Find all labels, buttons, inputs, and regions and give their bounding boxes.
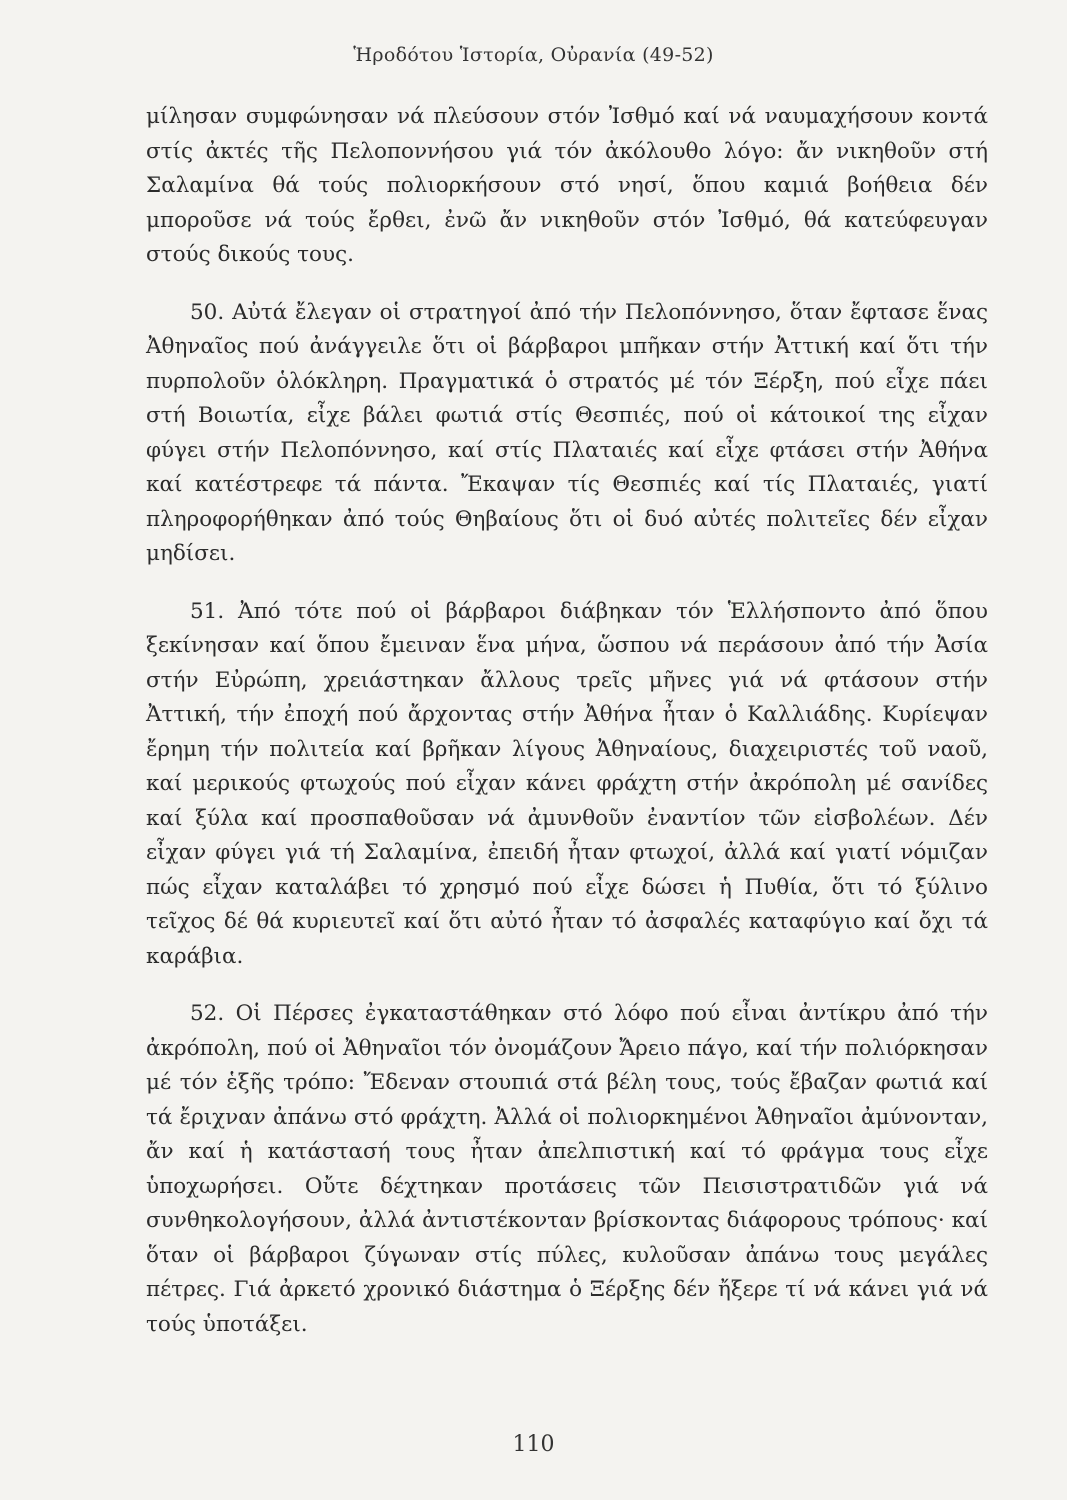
page-number: 110 bbox=[512, 1432, 555, 1457]
paragraph-50: 50. Αὐτά ἔλεγαν οἱ στρατηγοί ἀπό τήν Πελοπόννησο, ὅταν ἔφτασε ἕνας Ἀθηναῖος πού ἀνάγγειλε ὅτι οἱ βάρβαροι μπῆκαν στήν Ἀττική καί ὅτι τήν πυρπολοῦν ὁλόκληρη. Πραγματικά ὁ στρατός μέ τόν Ξέρξη, πού εἶχε πάει στή Βοιωτία, εἶχε βάλει φωτιά στίς Θεσπιές, πού οἱ κάτοικοί της εἶχαν φύγει στήν Πελοπόννησο, καί στίς Πλαταιές καί εἶχε φτάσει στήν Ἀθήνα καί κατέστρεφε τά πάντα. Ἔκαψαν τίς Θεσπιές καί τίς Πλαταιές, γιατί πληροφορήθηκαν ἀπό τούς Θηβαίους ὅτι οἱ δυό αὐτές πολιτεῖες δέν εἶχαν μηδίσει. bbox=[146, 299, 988, 566]
paragraph-52: 52. Οἱ Πέρσες ἐγκαταστάθηκαν στό λόφο πού εἶναι ἀντίκρυ ἀπό τήν ἀκρόπολη, πού οἱ Ἀθηναῖοι τόν ὀνομάζουν Ἄρειο πάγο, καί τήν πολιόρκησαν μέ τόν ἑξῆς τρόπο: Ἔδεναν στουπιά στά βέλη τους, τούς ἔβαζαν φωτιά καί τά ἔριχναν ἀπάνω στό φράχτη. Ἀλλά οἱ πολιορκημένοι Ἀθηναῖοι ἀμύνονταν, ἄν καί ἡ κατάστασή τους ἦταν ἀπελπιστική καί τό φράγμα τους εἶχε ὑποχωρήσει. Οὔτε δέχτηκαν προτάσεις τῶν Πεισιστρατιδῶν γιά νά συνθηκολογήσουν, ἀλλά ἀντιστέκονταν βρίσκοντας διάφορους τρόπους· καί ὅταν οἱ βάρβαροι ζύγωναν στίς πύλες, κυλοῦσαν ἀπάνω τους μεγάλες πέτρες. Γιά ἀρκετό χρονικό διάστημα ὁ Ξέρξης δέν ἤξερε τί νά κάνει γιά νά τούς ὑποτάξει. bbox=[146, 1001, 988, 1337]
body-text bbox=[146, 100, 988, 1342]
paragraph-continued: μίλησαν συμφώνησαν νά πλεύσουν στόν Ἰσθμό καί νά ναυμαχήσουν κοντά στίς ἀκτές τῆς Πελοποννήσου γιά τόν ἀκόλουθο λόγο: ἄν νικηθοῦν στή Σαλαμίνα θά τούς πολιορκήσουν στό νησί, ὅπου καμιά βοήθεια δέν μποροῦσε νά τούς ἔρθει, ἐνῶ ἄν νικηθοῦν στόν Ἰσθμό, θά κατεύφευγαν στούς δικούς τους. bbox=[146, 104, 988, 267]
paragraph-51: 51. Ἀπό τότε πού οἱ βάρβαροι διάβηκαν τόν Ἑλλήσποντο ἀπό ὅπου ξεκίνησαν καί ὅπου ἔμειναν ἕνα μήνα, ὥσπου νά περάσουν ἀπό τήν Ἀσία στήν Εὐρώπη, χρειάστηκαν ἄλλους τρεῖς μῆνες γιά νά φτάσουν στήν Ἀττική, τήν ἐποχή πού ἄρχοντας στήν Ἀθήνα ἦταν ὁ Καλλιάδης. Κυρίεψαν ἔρημη τήν πολιτεία καί βρῆκαν λίγους Ἀθηναίους, διαχειριστές τοῦ ναοῦ, καί μερικούς φτωχούς πού εἶχαν κάνει φράχτη στήν ἀκρόπολη μέ σανίδες καί ξύλα καί προσπαθοῦσαν νά ἀμυνθοῦν ἐναντίον τῶν εἰσβολέων. Δέν εἶχαν φύγει γιά τή Σαλαμίνα, ἐπειδή ἦταν φτωχοί, ἀλλά καί γιατί νόμιζαν πώς εἶχαν καταλάβει τό χρησμό πού εἶχε δώσει ἡ Πυθία, ὅτι τό ξύλινο τεῖχος δέ θά κυριευτεῖ καί ὅτι αὐτό ἦταν τό ἀσφαλές καταφύγιο καί ὄχι τά καράβια. bbox=[146, 598, 988, 969]
running-header-title: Ἡροδότου Ἱστορία, Οὐρανία (49-52) bbox=[353, 44, 714, 66]
